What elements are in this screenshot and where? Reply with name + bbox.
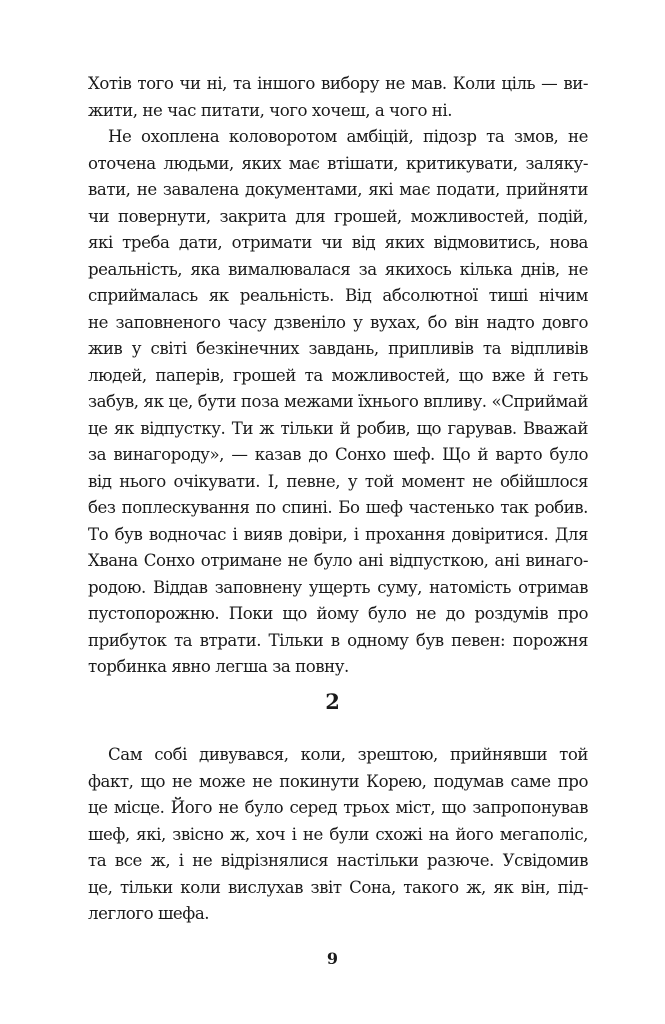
- text-line: жити, не час питати, чого хочеш, а чого ні.: [88, 100, 453, 120]
- text-line: оточена людьми, яких має втішати, критикувати, заляку-: [88, 153, 588, 173]
- text-line: шеф, які, звісно ж, хоч і не були схожі на його мегаполіс,: [88, 824, 588, 844]
- text-section-2: [88, 742, 588, 928]
- text-line: вати, не завалена документами, які має подати, прийняти: [88, 180, 588, 199]
- text-line: без поплескування по спині. Бо шеф частенько так робив.: [88, 498, 588, 517]
- chapter-number: 2: [325, 689, 340, 714]
- text-line: від нього очікувати. І, певне, у той момент не обійшлося: [88, 471, 588, 491]
- text-line: чи повернути, закрита для грошей, можливостей, подій,: [88, 206, 588, 226]
- text-line: за винагороду», — казав до Сонхо шеф. Що й варто було: [88, 445, 588, 464]
- text-line: це, тільки коли вислухав звіт Сона, такого ж, як він, під-: [88, 877, 588, 897]
- text-line: людей, паперів, грошей та можливостей, що вже й геть: [88, 365, 588, 385]
- text-line: прибуток та втрати. Тільки в одному був певен: порожня: [88, 630, 588, 650]
- text-line: торбинка явно легша за повну.: [88, 657, 349, 676]
- text-line: які треба дати, отримати чи від яких відмовитись, нова: [88, 233, 588, 252]
- text-line: пустопорожню. Поки що йому було не до роздумів про: [88, 604, 588, 623]
- text-line: та все ж, і не відрізнялися настільки разюче. Усвідомив: [88, 851, 588, 870]
- text-line: не заповненого часу дзвеніло у вухах, бо він надто довго: [88, 312, 588, 332]
- text-line: реальність, яка вималювалася за якихось кілька днів, не: [88, 259, 588, 279]
- text-line: Хвана Сонхо отримане не було ані відпусткою, ані винаго-: [88, 551, 588, 570]
- text-line: жив у світі безкінечних завдань, припливів та відпливів: [88, 339, 588, 358]
- text-line: забув, як це, бути поза межами їхнього впливу. «Сприймай: [88, 392, 588, 411]
- text-line: Не охоплена коловоротом амбіцій, підозр та змов, не: [108, 127, 588, 146]
- text-line: це як відпустку. Ти ж тільки й робив, що гарував. Вважай: [88, 418, 588, 438]
- text-line: це місце. Його не було серед трьох міст, що запропонував: [88, 798, 588, 817]
- text-line: То був водночас і вияв довіри, і прохання довіритися. Для: [88, 524, 588, 544]
- text-line: родою. Віддав заповнену ущерть суму, натомість отримав: [88, 577, 588, 597]
- text-line: сприймалась як реальність. Від абсолютної тиші нічим: [88, 286, 588, 305]
- text-line: Сам собі дивувався, коли, зрештою, прийнявши той: [108, 745, 588, 764]
- page-number: 9: [326, 949, 339, 968]
- text-line: факт, що не може не покинути Корею, подумав саме про: [88, 771, 588, 791]
- text-line: леглого шефа.: [88, 904, 210, 923]
- text-line: Хотів того чи ні, та іншого вибору не мав. Коли ціль — ви-: [88, 74, 588, 93]
- text-section-1: [88, 71, 588, 681]
